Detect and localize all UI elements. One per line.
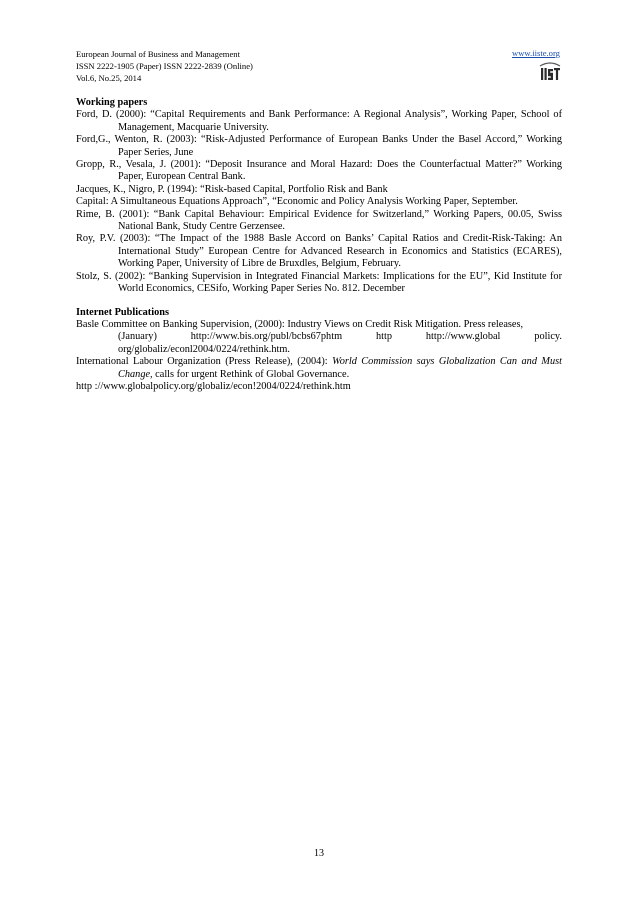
issn-line: ISSN 2222-1905 (Paper) ISSN 2222-2839 (Online) [76,61,253,71]
references-body [76,97,562,393]
working-papers-heading: Working papers [76,97,148,108]
internet-publications-heading: Internet Publications [76,306,169,318]
ilo-title: World Commission says Globalization Can and Must Change, [118,356,562,380]
reference-stolz-2002: Stolz, S. (2002): “Banking Supervision in Integrated Financial Markets: Implications for the EU”, Kid Institute for World Economics, CESifo, Working Paper Series No. 812. December [76,270,562,295]
reference-basle-line2 [76,331,562,343]
basle-date: (January) [118,331,157,343]
reference-ford-wenton-2003: Ford,G., Wenton, R. (2003): “Risk-Adjusted Performance of European Banks Under the Basel Accord,” Working Paper Series, June [76,134,562,158]
journal-name: European Journal of Business and Management [76,49,240,59]
page-number: 13 [314,848,324,859]
globalpolicy-url-line[interactable]: http ://www.globalpolicy.org/globaliz/econ!2004/0224/rethink.htm [76,380,351,392]
reference-jacques-nigro-line2: Capital: A Simultaneous Equations Approach”, “Economic and Policy Analysis Working Paper, September. [76,196,518,208]
reference-ilo-2004 [76,356,562,381]
reference-basle-line1: Basle Committee on Banking Supervision, (2000): Industry Views on Credit Risk Mitigation. Press releases, [76,318,524,330]
basle-http-text: http [375,331,392,343]
reference-basle-line3: org/globaliz/econl2004/0224/rethink.htm. [118,343,290,355]
basle-globalpolicy-url[interactable]: http://www.global [425,331,501,343]
iiste-logo [538,61,562,83]
basle-policy-text: policy. [534,331,562,343]
reference-gropp-vesala-2001: Gropp, R., Vesala, J. (2001): “Deposit Insurance and Moral Hazard: Does the Counterfactual Matter?” Working Paper, European Central Bank. [76,159,562,183]
reference-rime-2001: Rime, B. (2001): “Bank Capital Behaviour: Empirical Evidence for Switzerland,” Working Papers, 00.05, Swiss National Bank, Study Centre Gerzensee. [76,208,562,233]
basle-bis-url[interactable]: http://www.bis.org/publ/bcbs67phtm [190,331,343,343]
ilo-prefix: International Labour Organization (Press Release), (2004): [76,356,333,368]
journal-url-link[interactable]: www.iiste.org [512,48,560,58]
reference-ford-2000: Ford, D. (2000): “Capital Requirements and Bank Performance: A Regional Analysis”, Working Paper, School of Management, Macquarie University. [76,109,562,133]
volume-line: Vol.6, No.25, 2014 [76,73,142,83]
ilo-suffix: calls for urgent Rethink of Global Governance. [152,368,350,380]
reference-jacques-nigro-line1: Jacques, K., Nigro, P. (1994): “Risk-based Capital, Portfolio Risk and Bank [76,183,388,195]
reference-roy-2003: Roy, P.V. (2003): “The Impact of the 1988 Basle Accord on Banks’ Capital Ratios and Credit-Risk-Taking: An International Study” European Centre for Advanced Research in Economics and Statistics (ECARES), Working Paper, University of Libre de Bruxdles, Belgium, February. [76,233,562,270]
